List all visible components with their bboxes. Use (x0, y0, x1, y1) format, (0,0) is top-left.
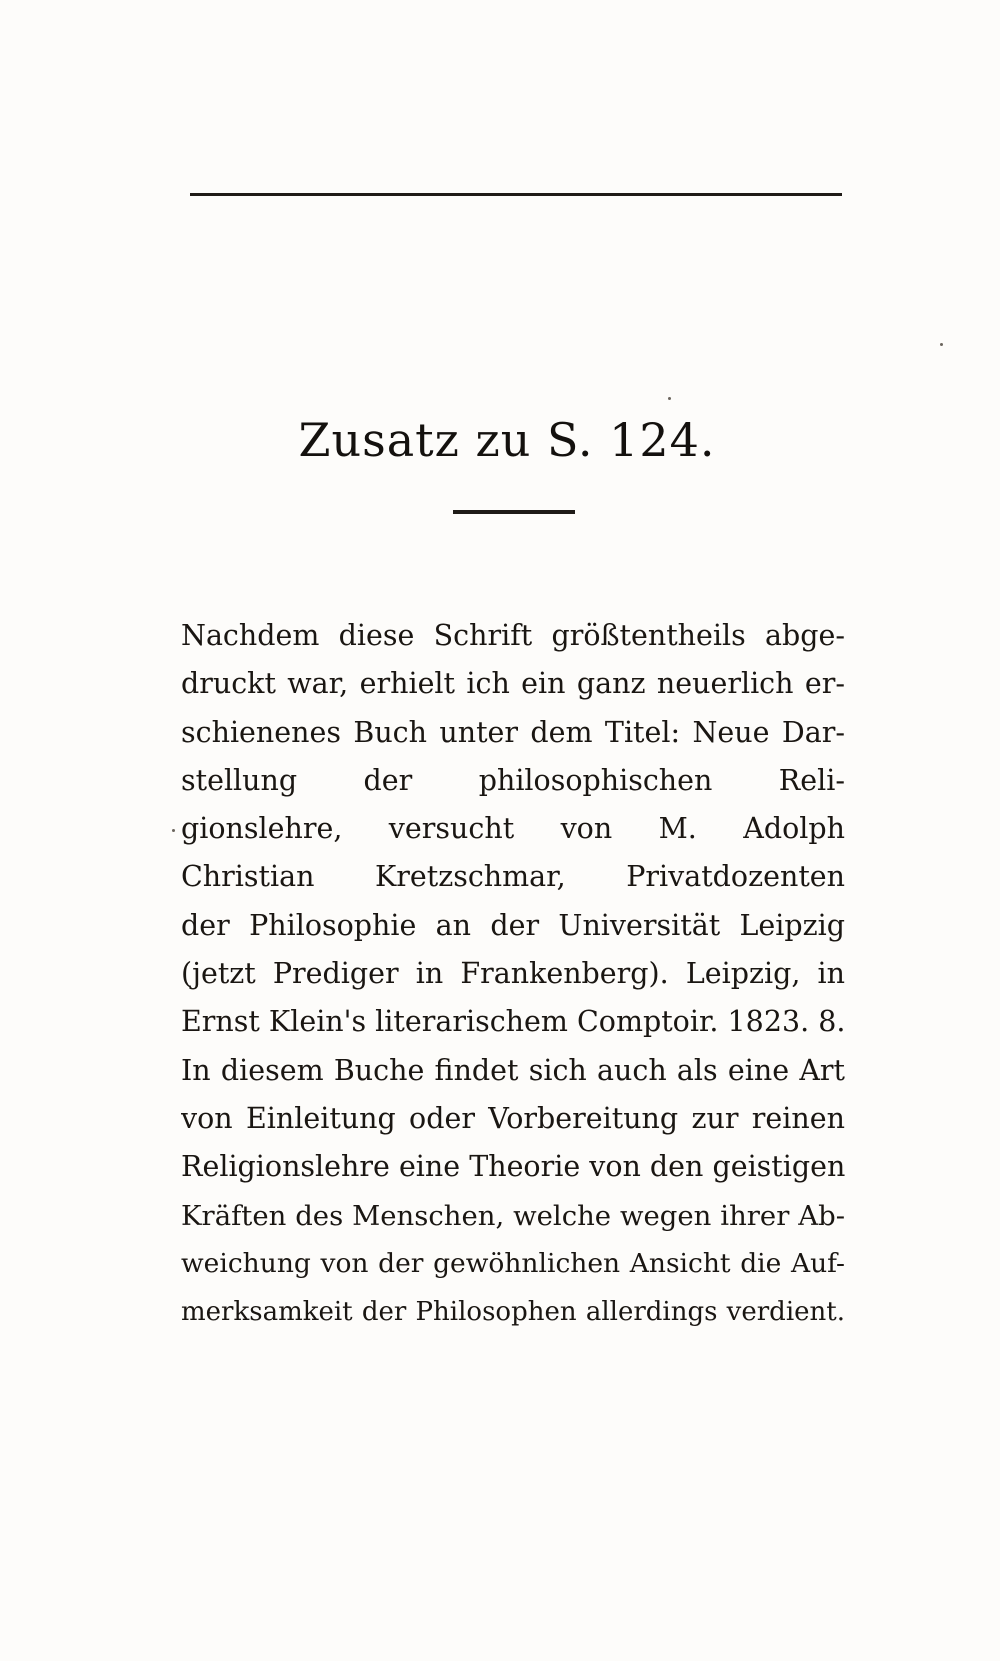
text-line: von Einleitung oder Vorbereitung zur reinen (181, 1101, 845, 1135)
top-rule (190, 193, 842, 196)
text-line: druckt war, erhielt ich ein ganz neuerlich er- (181, 667, 845, 701)
text-line: In diesem Buche findet sich auch als eine Art (181, 1053, 845, 1087)
heading-rule (453, 510, 575, 514)
text-line: Kräften des Menschen, welche wegen ihrer Ab- (181, 1199, 845, 1232)
text-line: merksamkeit der Philosophen allerdings verdient. (181, 1297, 845, 1328)
paper-speck (172, 829, 175, 832)
text-line: stellung der philosophischen Reli- (181, 763, 845, 797)
text-line: schienenes Buch unter dem Titel: Neue Dar- (181, 715, 845, 749)
text-line: Religionslehre eine Theorie von den geistigen (181, 1150, 845, 1184)
text-line: weichung von der gewöhnlichen Ansicht die Auf- (181, 1247, 845, 1279)
section-heading: Zusatz zu S. 124. (298, 413, 716, 467)
text-line: Christian Kretzschmar, Privatdozenten (181, 860, 845, 894)
text-line: Ernst Klein's literarischem Comptoir. 1823. 8. (181, 1005, 845, 1039)
paper-speck (940, 343, 943, 346)
text-line: Nachdem diese Schrift größtentheils abge- (181, 619, 845, 652)
text-line: (jetzt Prediger in Frankenberg). Leipzig, in (181, 957, 845, 991)
text-line: der Philosophie an der Universität Leipzig (181, 908, 845, 942)
body-paragraph (181, 612, 845, 1336)
paper-speck (668, 397, 671, 400)
text-line: gionslehre, versucht von M. Adolph (181, 812, 845, 846)
